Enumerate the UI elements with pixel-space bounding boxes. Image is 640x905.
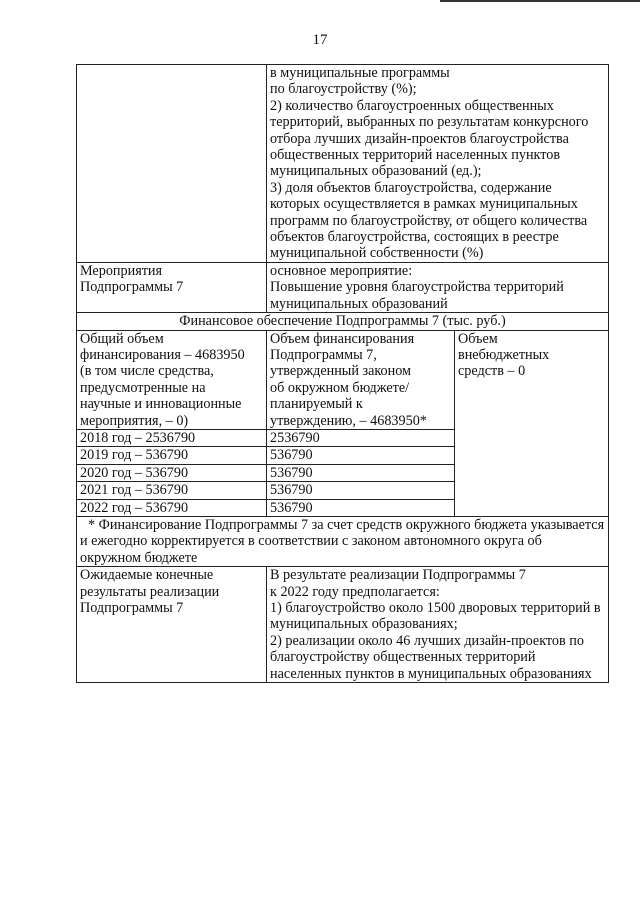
year-label-cell: 2021 год – 536790 [77,482,267,499]
measures-value-cell: основное мероприятие: Повышение уровня благоустройства территорий муниципальных образований [267,262,609,312]
table-row [77,330,609,429]
table-row [77,313,609,330]
subprogram-passport-table [76,64,609,683]
indicators-label-cell [77,65,267,263]
table-row [77,262,609,312]
district-budget-cell: Объем финансирования Подпрограммы 7, утвержденный законом об окружном бюджете/ планируемый к утверждению, – 4683950* [267,330,455,429]
table-row [77,567,609,683]
results-label-cell: Ожидаемые конечные результаты реализации Подпрограммы 7 [77,567,267,683]
year-value-cell: 536790 [267,464,455,481]
indicators-value-cell: в муниципальные программы по благоустройству (%); 2) количество благоустроенных общественных территорий, выбранных по результатам конкурсного отбора лучших дизайн-проектов благоустройства общественных территорий населенных пунктов муниципальных образований (ед.); 3) доля объектов благоустройства, содержание которых осуществляется в рамках муниципальных программ по благоустройству, от общего количества объектов благоустройства, состоящих в реестре муниципальной собственности (%) [267,65,609,263]
page-number: 17 [312,32,328,48]
finance-header-cell: Финансовое обеспечение Подпрограммы 7 (тыс. руб.) [77,313,609,330]
funding-footnote-cell: * Финансирование Подпрограммы 7 за счет средств окружного бюджета указывается и ежегодно корректируется в соответствии с законом автономного округа об окружном бюджете [77,516,609,566]
year-value-cell: 536790 [267,482,455,499]
results-value-cell: В результате реализации Подпрограммы 7 к 2022 году предполагается: 1) благоустройство около 1500 дворовых территорий в муниципальных образованиях; 2) реализации около 46 лучших дизайн-проектов по благоустройству общественных территорий населенных пунктов в муниципальных образованиях [267,567,609,683]
year-label-cell: 2018 год – 2536790 [77,429,267,446]
scan-edge-line [440,0,640,2]
table-row [77,65,609,263]
year-label-cell: 2020 год – 536790 [77,464,267,481]
year-value-cell: 2536790 [267,429,455,446]
year-value-cell: 536790 [267,447,455,464]
measures-label-cell: Мероприятия Подпрограммы 7 [77,262,267,312]
year-value-cell: 536790 [267,499,455,516]
extra-budget-cell: Объем внебюджетных средств – 0 [455,330,609,516]
year-label-cell: 2019 год – 536790 [77,447,267,464]
year-label-cell: 2022 год – 536790 [77,499,267,516]
table-row [77,516,609,566]
total-funding-cell: Общий объем финансирования – 4683950 (в том числе средства, предусмотренные на научные и инновационные мероприятия, – 0) [77,330,267,429]
